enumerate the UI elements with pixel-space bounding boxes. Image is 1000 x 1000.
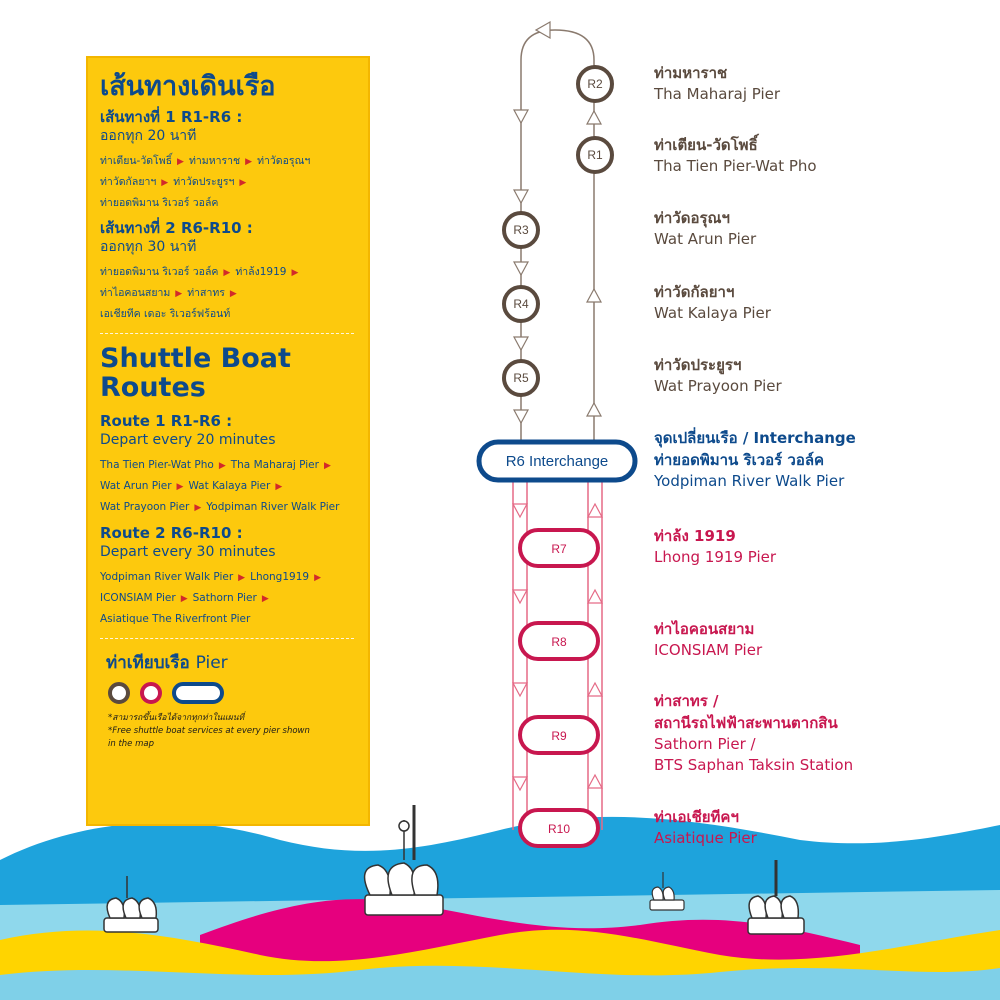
route-info-panel: [86, 56, 370, 826]
note-en-1: *Free shuttle boat services at every pier shown: [108, 726, 310, 736]
pier-name-th: ท่าไอคอนสยาม: [654, 620, 755, 638]
stop-name: Wat Kalaya Pier: [188, 480, 271, 492]
stop-name: ท่ามหาราช: [188, 155, 241, 167]
arrow-icon: ▶: [176, 482, 184, 492]
route-th-1: [100, 108, 354, 213]
stop-name: Sathorn Pier: [192, 592, 257, 604]
pier-label-r2[interactable]: [654, 62, 994, 105]
arrow-icon: ▶: [161, 178, 169, 188]
pier-code-r1: R1: [587, 148, 603, 162]
direction-arrow: [536, 22, 550, 38]
pier-name-th: จุดเปลี่ยนเรือ / Interchange: [654, 429, 856, 447]
panel-title-en: Shuttle Boat Routes: [100, 343, 291, 403]
stop-name: Wat Arun Pier: [100, 480, 172, 492]
route-en-1: [100, 412, 354, 518]
pier-label-r7[interactable]: [654, 525, 994, 568]
pier-code-r4: R4: [513, 297, 529, 311]
stop-name: ท่าวัดประยูรฯ: [173, 176, 235, 188]
arrow-icon: ▶: [245, 157, 253, 167]
legend-interchange-icon: [172, 682, 224, 704]
arrow-icon: ▶: [180, 594, 188, 604]
divider: [100, 638, 354, 639]
legend-brown-pier-icon: [108, 682, 130, 704]
pier-name-th: สถานีรถไฟฟ้าสะพานตากสิน: [654, 714, 838, 732]
route-stops: [100, 262, 354, 324]
pier-name-th: ท่ามหาราช: [654, 64, 728, 82]
pier-name-th: ท่าสาทร /: [654, 692, 719, 710]
pier-name-th: ท่าล้ง 1919: [654, 527, 736, 545]
note-th: *สามารถขึ้นเรือได้จากทุกท่าในแผนที่: [108, 713, 245, 723]
pier-name-en: Wat Prayoon Pier: [654, 377, 782, 395]
stop-name: ท่าวัดกัลยาฯ: [100, 176, 157, 188]
stop-name: ท่าเตียน-วัดโพธิ์: [100, 155, 173, 167]
stop-name: ท่าสาทร: [187, 287, 225, 299]
pier-label-r8[interactable]: [654, 618, 994, 661]
pier-label-r5[interactable]: [654, 354, 994, 397]
route-heading: Route 1 R1-R6 :: [100, 412, 233, 430]
stop-name: Lhong1919: [250, 571, 310, 583]
divider: [100, 333, 354, 334]
pier-code-r3: R3: [513, 223, 529, 237]
stop-name: Yodpiman River Walk Pier: [206, 501, 340, 513]
pier-code-r10: R10: [547, 822, 571, 836]
pier-code-r5: R5: [513, 371, 529, 385]
arrow-icon: ▶: [291, 268, 299, 278]
stop-name: ท่ายอดพิมาน ริเวอร์ วอล์ค: [100, 266, 219, 278]
legend-markers: [108, 682, 354, 704]
route-stops: [100, 455, 354, 518]
route-frequency: Depart every 30 minutes: [100, 544, 276, 560]
pier-name-en: Wat Kalaya Pier: [654, 304, 771, 322]
stop-name: Tha Tien Pier-Wat Pho: [100, 459, 214, 471]
panel-title-th: เส้นทางเดินเรือ: [100, 71, 276, 102]
arrow-icon: ▶: [314, 573, 321, 583]
pier-code-r8: R8: [551, 635, 567, 649]
legend-title: [106, 649, 354, 676]
pier-code-r7: R7: [551, 542, 567, 556]
pier-name-en: Tha Tien Pier-Wat Pho: [654, 157, 817, 175]
pier-name-en: Lhong 1919 Pier: [654, 548, 777, 566]
arrow-icon: ▶: [194, 503, 202, 513]
pier-code-r6: R6 Interchange: [505, 453, 609, 470]
arrow-icon: ▶: [238, 573, 246, 583]
legend-red-pier-icon: [140, 682, 162, 704]
route-stops: [100, 151, 354, 213]
pier-name-th: ท่ายอดพิมาน ริเวอร์ วอล์ค: [654, 451, 825, 469]
pier-name-th: ท่าเอเชียทีคฯ: [654, 808, 739, 826]
pier-name-en: BTS Saphan Taksin Station: [654, 756, 854, 774]
route-heading: Route 2 R6-R10 :: [100, 524, 243, 542]
pier-label-r3[interactable]: [654, 207, 994, 250]
stop-name: Wat Prayoon Pier: [100, 501, 190, 513]
pier-label-r4[interactable]: [654, 281, 994, 324]
pier-name-en: ICONSIAM Pier: [654, 641, 763, 659]
pier-name-en: Tha Maharaj Pier: [654, 85, 781, 103]
route-en-2: [100, 524, 354, 629]
pier-name-th: ท่าวัดประยูรฯ: [654, 356, 742, 374]
arrow-icon: ▶: [323, 461, 331, 471]
route-stops: [100, 567, 354, 629]
pier-name-en: Sathorn Pier /: [654, 735, 756, 753]
route-frequency: Depart every 20 minutes: [100, 432, 276, 448]
stop-name: ICONSIAM Pier: [100, 592, 176, 604]
route-frequency: ออกทุก 20 นาที: [100, 128, 197, 144]
stop-name: Yodpiman River Walk Pier: [100, 571, 234, 583]
stop-name: Asiatique The Riverfront Pier: [100, 613, 251, 625]
stop-name: ท่าไอคอนสยาม: [100, 287, 171, 299]
pier-label-r9[interactable]: [654, 690, 994, 776]
stop-name: เอเชียทีค เดอะ ริเวอร์ฟร้อนท์: [100, 308, 231, 320]
route-heading: เส้นทางที่ 1 R1-R6 :: [100, 108, 243, 126]
route-th-2: [100, 219, 354, 324]
pier-code-r9: R9: [551, 729, 567, 743]
stop-name: ท่าวัดอรุณฯ: [257, 155, 311, 167]
arrow-icon: ▶: [261, 594, 269, 604]
stop-name: ท่าล้ง1919: [235, 266, 287, 278]
route-frequency: ออกทุก 30 นาที: [100, 239, 197, 255]
arrow-icon: ▶: [239, 178, 247, 188]
legend-title-en: Pier: [195, 653, 228, 673]
pier-code-r2: R2: [587, 77, 603, 91]
pier-name-th: ท่าวัดอรุณฯ: [654, 209, 730, 227]
pier-name-en: Wat Arun Pier: [654, 230, 757, 248]
pier-label-r10[interactable]: [654, 806, 994, 849]
arrow-icon: ▶: [177, 157, 184, 167]
arrow-icon: ▶: [275, 482, 283, 492]
stop-name: ท่ายอดพิมาน ริเวอร์ วอล์ค: [100, 197, 219, 209]
arrow-icon: ▶: [175, 289, 183, 299]
stop-name: Tha Maharaj Pier: [230, 459, 319, 471]
pier-label-r1[interactable]: [654, 134, 994, 177]
pier-label-r6[interactable]: [654, 427, 994, 492]
legend-title-th: ท่าเทียบเรือ: [106, 653, 190, 673]
note-en-2: in the map: [108, 739, 154, 749]
arrow-icon: ▶: [223, 268, 231, 278]
pier-name-th: ท่าวัดกัลยาฯ: [654, 283, 735, 301]
arrow-icon: ▶: [229, 289, 237, 299]
pier-name-en: Asiatique Pier: [654, 829, 757, 847]
pier-name-th: ท่าเตียน-วัดโพธิ์: [654, 136, 758, 154]
route-heading: เส้นทางที่ 2 R6-R10 :: [100, 219, 253, 237]
pier-name-en: Yodpiman River Walk Pier: [654, 472, 845, 490]
arrow-icon: ▶: [218, 461, 226, 471]
